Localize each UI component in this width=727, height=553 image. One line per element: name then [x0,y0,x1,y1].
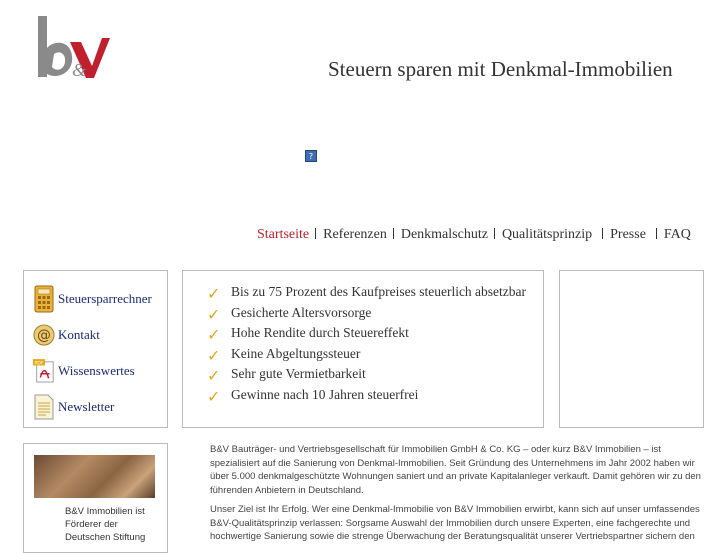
list-item: ✓ Bis zu 75 Prozent des Kaufpreises steuerlich absetzbar [207,284,527,303]
nav-separator [602,228,603,239]
question-icon[interactable]: ? [305,150,317,162]
promo-caption: B&V Immobilien ist Förderer der Deutschen Stiftung [65,506,146,543]
sidebar-item-kontakt[interactable] [33,321,100,349]
svg-text:&: & [72,60,87,80]
sidebar-item-wissenswertes[interactable] [33,357,135,385]
list-item: ✓ Gesicherte Altersvorsorge [207,304,372,324]
document-icon [33,393,55,421]
sidebar-item-steuersparrechner[interactable] [33,285,152,313]
nav-separator [315,228,316,239]
features-box [182,270,544,428]
main-nav [257,227,691,243]
intro-text [210,443,705,550]
checkmark-icon: ✓ [207,345,221,365]
right-panel [559,270,704,428]
nav-separator [656,228,657,239]
sidebar-box [23,270,168,428]
feature-list [207,282,537,405]
svg-text:PDF: PDF [34,361,44,367]
checkmark-icon: ✓ [207,325,221,344]
nav-presse[interactable]: Presse [610,227,646,242]
list-item: ✓ Keine Abgeltungssteuer [207,345,361,365]
list-item: ✓ Sehr gute Vermietbarkeit [207,366,366,385]
promo-image[interactable] [34,455,155,498]
checkmark-icon: ✓ [207,304,221,324]
checkmark-icon: ✓ [207,284,221,303]
sidebar-item-label: Wissenswertes [58,363,135,378]
bv-logo[interactable] [36,12,112,82]
nav-separator [494,228,495,239]
list-item: ✓ Gewinne nach 10 Jahren steuerfrei [207,386,419,406]
nav-qualitaetsprinzip[interactable]: Qualitätsprinzip [501,227,593,242]
nav-startseite[interactable]: Startseite [257,227,310,242]
list-item: ✓ Hohe Rendite durch Steuereffekt [207,325,409,344]
checkmark-icon: ✓ [207,386,221,406]
nav-separator [393,228,394,239]
svg-text:@: @ [37,327,51,344]
intro-paragraph: Unser Ziel ist Ihr Erfolg. Wer eine Denkmal-Immobilie von B&V Immobilien erwirbt, kann sich auf unser umfassendes B&V-Qualitätsprinzip verlassen: Sorgsame Auswahl der Immobilien durch unsere Experten, eine fachgerechte und hochwertige Sanierung sowie die strenge Überwachung der Beratungsqualität unserer Vertriebspartner sichern den [210,504,700,542]
calculator-icon [33,285,55,313]
nav-denkmalschutz[interactable]: Denkmalschutz [400,227,488,242]
intro-paragraph: B&V Bauträger- und Vertriebsgesellschaft für Immobilien GmbH & Co. KG – oder kurz B&V Immobilien – ist spezialisiert auf die Sanierung von Denkmal-Immobilien. Seit Gründung des Unternehmens im Jahr 2002 haben wir über 5.000 denkmalgeschützte Wohnungen saniert und an private Kapitalanleger verkauft. Damit gehören wir zu den führenden Anbietern in Deutschland. [210,444,701,496]
sidebar-item-newsletter[interactable] [33,393,114,421]
at-sign-icon [33,321,55,349]
sidebar-item-label: Newsletter [58,399,115,414]
sidebar-item-label: Steuersparrechner [58,291,152,306]
checkmark-icon: ✓ [207,366,221,385]
nav-referenzen[interactable]: Referenzen [323,227,387,242]
pdf-icon [33,357,55,385]
page-tagline: Steuern sparen mit Denkmal-Immobilien [328,57,673,81]
sidebar-item-label: Kontakt [58,327,100,342]
nav-faq[interactable]: FAQ [663,227,691,242]
